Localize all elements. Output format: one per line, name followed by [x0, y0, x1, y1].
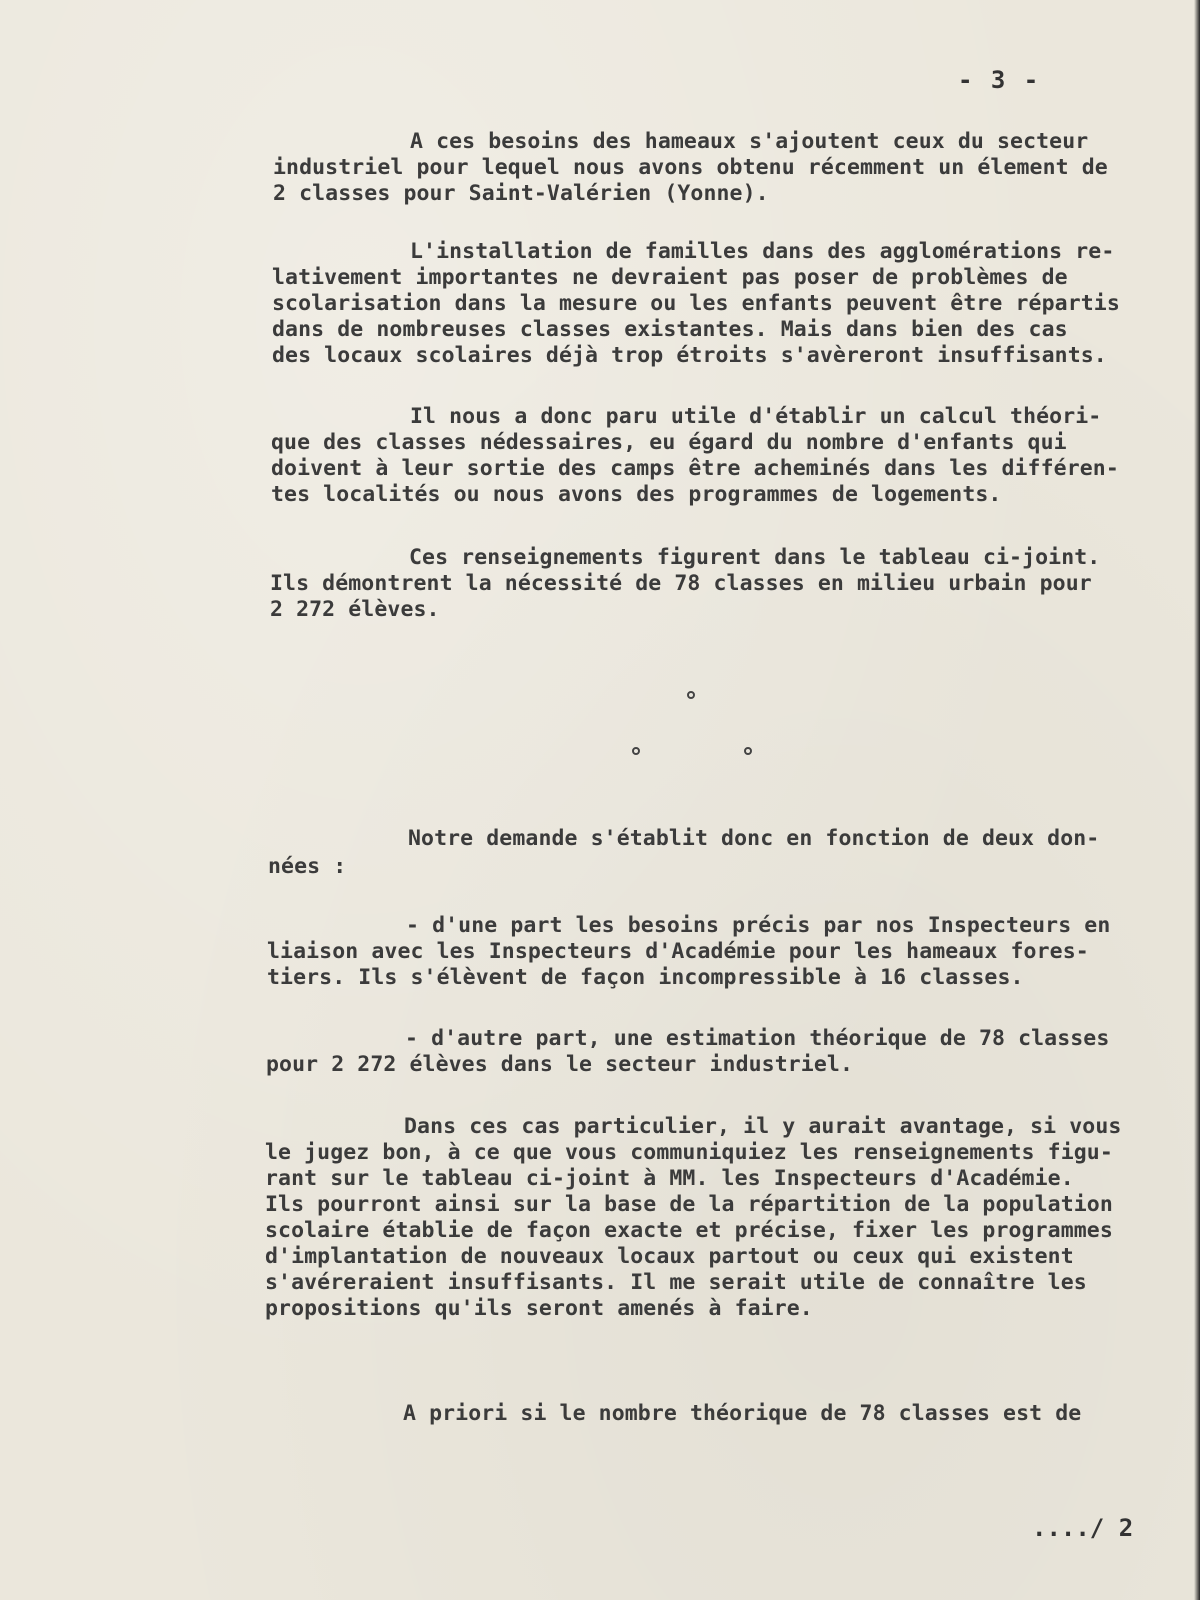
text-line: que des classes nédessaires, eu égard du nombre d'enfants qui [271, 430, 1067, 455]
text-line: rant sur le tableau ci-joint à MM. les Inspecteurs d'Académie. [265, 1166, 1074, 1191]
text-line: dans de nombreuses classes existantes. Mais dans bien des cas [272, 317, 1068, 342]
text-line: Il nous a donc paru utile d'établir un calcul théori- [410, 404, 1102, 429]
text-line: - d'une part les besoins précis par nos Inspecteurs en [406, 913, 1111, 938]
text-line: scolarisation dans la mesure ou les enfants peuvent être répartis [272, 291, 1120, 316]
text-line: Ces renseignements figurent dans le tableau ci-joint. [409, 545, 1101, 570]
text-line: Dans ces cas particulier, il y aurait avantage, si vous [404, 1114, 1122, 1139]
text-line: nées : [268, 854, 347, 879]
text-line: - d'autre part, une estimation théorique de 78 classes [405, 1026, 1110, 1051]
text-line: A ces besoins des hameaux s'ajoutent ceux du secteur [410, 129, 1089, 154]
text-line: scolaire établie de façon exacte et précise, fixer les programmes [265, 1218, 1113, 1243]
text-line: propositions qu'ils seront amenés à faire. [265, 1296, 813, 1321]
text-line: Ils pourront ainsi sur la base de la répartition de la population [265, 1192, 1113, 1217]
text-line: doivent à leur sortie des camps être acheminés dans les différen- [271, 456, 1119, 481]
text-line: des locaux scolaires déjà trop étroits s'avèreront insuffisants. [272, 343, 1107, 368]
text-line: industriel pour lequel nous avons obtenu récemment un élement de [273, 155, 1108, 180]
text-line: tes localités ou nous avons des programmes de logements. [271, 482, 1002, 507]
text-line: 2 272 élèves. [270, 597, 440, 622]
separator-dot [744, 747, 752, 755]
text-line: L'installation de familles dans des agglomérations re- [410, 239, 1115, 264]
text-line: pour 2 272 élèves dans le secteur industriel. [266, 1052, 853, 1077]
text-line: A priori si le nombre théorique de 78 classes est de [403, 1401, 1082, 1426]
text-line: s'avéreraient insuffisants. Il me serait utile de connaître les [265, 1270, 1087, 1295]
text-line: Ils démontrent la nécessité de 78 classes en milieu urbain pour [270, 571, 1092, 596]
page-continuation-marker: ..../ 2 [1032, 1514, 1134, 1542]
text-line: d'implantation de nouveaux locaux partout ou ceux qui existent [265, 1244, 1074, 1269]
text-line: 2 classes pour Saint-Valérien (Yonne). [273, 181, 769, 206]
text-line: le jugez bon, à ce que vous communiquiez les renseignements figu- [265, 1140, 1113, 1165]
text-line: lativement importantes ne devraient pas poser de problèmes de [272, 265, 1068, 290]
separator-dot [632, 747, 640, 755]
separator-dot [687, 691, 695, 699]
text-line: Notre demande s'établit donc en fonction de deux don- [408, 826, 1100, 851]
text-line: liaison avec les Inspecteurs d'Académie pour les hameaux fores- [267, 939, 1089, 964]
page-number: - 3 - [958, 66, 1041, 94]
text-line: tiers. Ils s'élèvent de façon incompressible à 16 classes. [267, 965, 1024, 990]
